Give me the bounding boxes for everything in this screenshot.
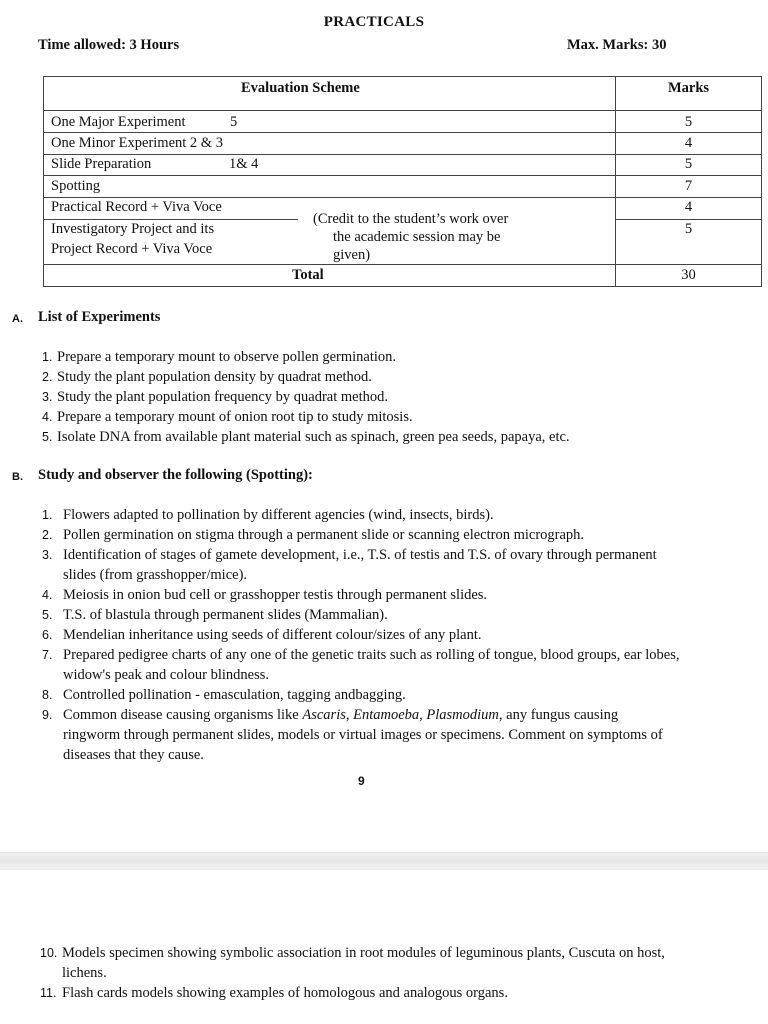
organism-name: Plasmodium <box>426 707 499 723</box>
credit-note-line: given) <box>333 247 371 263</box>
list-item: 8. Controlled pollination - emasculation, tagging andbagging. <box>42 687 406 703</box>
row-label: One Minor Experiment 2 & 3 <box>51 135 223 151</box>
experiment-list <box>42 347 742 447</box>
row-marks: 7 <box>684 178 693 194</box>
list-item: 7. Prepared pedigree charts of any one of the genetic traits such as rolling of tongue, blood groups, ear lobes, widow's peak and colour blindness. <box>42 647 680 683</box>
marks-header: Marks <box>667 80 710 96</box>
row-label: Slide Preparation <box>51 156 152 172</box>
credit-note-line: the academic session may be <box>333 229 501 245</box>
organism-name: Ascaris, <box>302 707 350 723</box>
list-item: 4. Prepare a temporary mount of onion root tip to study mitosis. <box>42 409 413 425</box>
spotting-list-continued <box>40 943 680 1003</box>
section-b-letter: B. <box>12 471 23 483</box>
evaluation-table <box>43 76 762 287</box>
section-a-heading: List of Experiments <box>38 309 161 325</box>
row-units: 5 <box>230 114 238 130</box>
total-label: Total <box>292 267 324 283</box>
list-item: 6. Mendelian inheritance using seeds of different colour/sizes of any plant. <box>42 627 482 643</box>
credit-note-line: (Credit to the student’s work over <box>313 211 509 227</box>
time-allowed: Time allowed: 3 Hours <box>38 37 180 53</box>
row-marks: 4 <box>684 135 693 151</box>
page-break <box>0 852 768 870</box>
row-units: 1& 4 <box>229 156 259 172</box>
list-item: 5. T.S. of blastula through permanent slides (Mammalian). <box>42 607 388 623</box>
list-item: 3. Identification of stages of gamete development, i.e., T.S. of testis and T.S. of ovary through permanent slides (from grasshopper/mice). <box>42 547 657 583</box>
row-marks: 5 <box>684 221 693 237</box>
row-label: Spotting <box>51 178 101 194</box>
credit-note <box>313 210 508 264</box>
row-label: Practical Record + Viva Voce <box>51 199 222 215</box>
evaluation-scheme-header: Evaluation Scheme <box>241 80 360 96</box>
spotting-list <box>42 505 692 765</box>
list-item: 1. Prepare a temporary mount to observe pollen germination. <box>42 349 397 365</box>
list-item: 5. Isolate DNA from available plant material such as spinach, green pea seeds, papaya, etc. <box>42 429 570 445</box>
page-title: PRACTICALS <box>323 14 425 30</box>
list-item: 11. Flash cards models showing examples of homologous and analogous organs. <box>40 985 508 1001</box>
list-item: 9. Common disease causing organisms like Ascaris, Entamoeba, Plasmodium, any fungus causing ringworm through permanent slides, models or virtual images or specimens. Comment on symptoms of diseases that they cause. <box>42 707 663 763</box>
max-marks: Max. Marks: 30 <box>567 37 667 53</box>
list-item: 4. Meiosis in onion bud cell or grasshopper testis through permanent slides. <box>42 587 488 603</box>
page-number: 9 <box>358 774 365 788</box>
section-a-letter: A. <box>12 313 23 325</box>
list-item: 1. Flowers adapted to pollination by different agencies (wind, insects, birds). <box>42 507 494 523</box>
total-marks: 30 <box>681 267 696 283</box>
row-label: Project Record + Viva Voce <box>51 241 213 257</box>
list-item: 10. Models specimen showing symbolic association in root modules of leguminous plants, Cuscuta on host, lichens. <box>40 945 665 981</box>
row-label: One Major Experiment <box>51 114 186 130</box>
section-b-heading: Study and observer the following (Spotting): <box>38 467 313 483</box>
list-item: 2. Study the plant population density by quadrat method. <box>42 369 372 385</box>
row-marks: 5 <box>684 156 693 172</box>
organism-name: Entamoeba, <box>353 707 423 723</box>
list-item: 3. Study the plant population frequency by quadrat method. <box>42 389 389 405</box>
list-item: 2. Pollen germination on stigma through a permanent slide or scanning electron micrograph. <box>42 527 585 543</box>
row-marks: 5 <box>684 114 693 130</box>
row-label: Investigatory Project and its <box>51 221 215 237</box>
row-marks: 4 <box>684 199 693 215</box>
